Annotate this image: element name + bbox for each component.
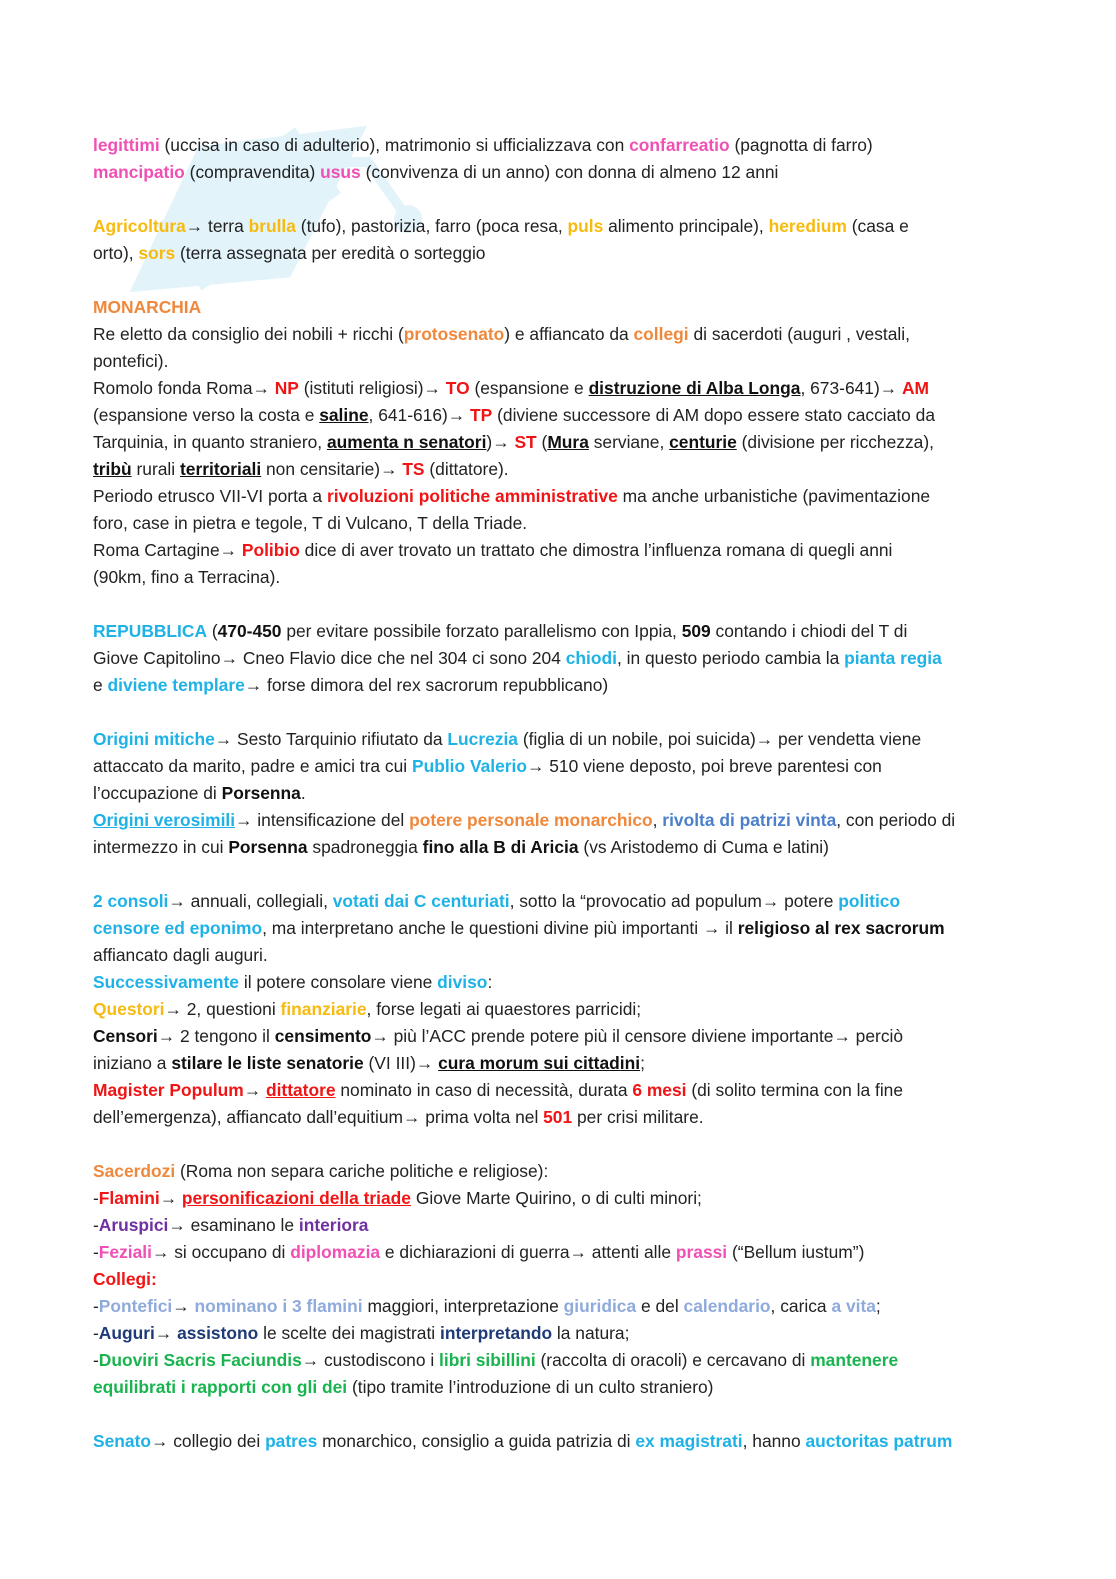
text-run: Giove Capitolino→ Cneo Flavio dice che nel 304 ci sono 204 — [93, 648, 566, 668]
highlighted-term: mancipatio — [93, 162, 185, 182]
text-line — [93, 375, 1023, 402]
text-run: (espansione verso la costa e — [93, 405, 320, 425]
text-run: (uccisa in caso di adulterio), matrimonio si ufficializzava con — [164, 135, 630, 155]
text-run: , ma interpretano anche le questioni divine più importanti → il — [262, 918, 738, 938]
highlighted-term: collegi — [633, 324, 689, 344]
highlighted-term: finanziarie — [280, 999, 367, 1019]
text-run: monarchico, consiglio a guida patrizia di — [322, 1431, 636, 1451]
text-line — [93, 537, 1023, 564]
text-line — [93, 942, 1023, 969]
text-run: orto), — [93, 243, 139, 263]
highlighted-term: sors — [138, 243, 176, 263]
text-run: intermezzo in cui — [93, 837, 229, 857]
text-run: di sacerdoti (auguri , vestali, — [693, 324, 910, 344]
text-run: ( — [211, 621, 218, 641]
text-run: , con periodo di — [836, 810, 956, 830]
highlighted-term: Publio Valerio — [411, 756, 527, 776]
highlighted-term: 2 consoli — [93, 891, 169, 911]
highlighted-term: stilare le liste senatorie — [171, 1053, 364, 1073]
text-line — [93, 807, 1023, 834]
highlighted-term: Lucrezia — [447, 729, 518, 749]
text-line — [93, 294, 1023, 321]
text-run: → 2, questioni — [164, 999, 281, 1019]
highlighted-term: giuridica — [563, 1296, 637, 1316]
highlighted-term: Collegi: — [93, 1269, 157, 1289]
text-line — [93, 429, 1023, 456]
highlighted-term: dittatore — [265, 1080, 336, 1100]
highlighted-term: aumenta n senatori — [326, 432, 487, 452]
text-run: , in questo periodo cambia la — [616, 648, 845, 668]
text-line — [93, 618, 1023, 645]
text-run: dice di aver trovato un trattato che dimostra l’influenza romana di quegli anni — [304, 540, 893, 560]
paragraph-gap — [93, 1131, 1023, 1158]
highlighted-term: assistono — [177, 1323, 259, 1343]
highlighted-term: Pontefici — [98, 1296, 173, 1316]
text-run: → 2 tengono il — [157, 1026, 275, 1046]
text-run: - — [93, 1296, 99, 1316]
paragraph-gap — [93, 267, 1023, 294]
text-line — [93, 1185, 1023, 1212]
text-run: (figlia di un nobile, poi suicida)→ per vendetta viene — [522, 729, 922, 749]
text-run: → più l’ACC prende potere più il censore diviene importante→ perciò — [371, 1026, 904, 1046]
text-run: (istituti religiosi)→ — [303, 378, 446, 398]
text-line — [93, 483, 1023, 510]
highlighted-term: REPUBBLICA — [93, 621, 208, 641]
highlighted-term: Porsenna — [221, 783, 301, 803]
text-run: (pagnotta di farro) — [734, 135, 873, 155]
highlighted-term: MONARCHIA — [93, 297, 202, 317]
text-run: per evitare possibile forzato parallelismo con Ippia, — [286, 621, 682, 641]
text-run: non censitarie)→ — [266, 459, 403, 479]
text-line — [93, 726, 1023, 753]
paragraph-gap — [93, 861, 1023, 888]
highlighted-term: diviso — [437, 972, 488, 992]
text-run: ( — [541, 432, 548, 452]
text-run: (casa e — [851, 216, 909, 236]
text-line — [93, 240, 1023, 267]
highlighted-term: religioso al rex sacrorum — [737, 918, 945, 938]
text-run: → — [154, 1323, 178, 1343]
text-run: attaccato da marito, padre e amici tra cui — [93, 756, 412, 776]
text-run: ma anche urbanistiche (pavimentazione — [622, 486, 931, 506]
text-run: , hanno — [742, 1431, 806, 1451]
text-run: il potere consolare viene — [243, 972, 438, 992]
highlighted-term: rivolta di patrizi vinta — [662, 810, 837, 830]
text-run: (tipo tramite l’introduzione di un culto straniero) — [351, 1377, 714, 1397]
text-line — [93, 780, 1023, 807]
highlighted-term: protosenato — [403, 324, 505, 344]
text-line — [93, 996, 1023, 1023]
text-line — [93, 915, 1023, 942]
highlighted-term: Feziali — [98, 1242, 152, 1262]
text-run: (“Bellum iustum”) — [732, 1242, 865, 1262]
highlighted-term: TS — [402, 459, 425, 479]
highlighted-term: Auguri — [98, 1323, 155, 1343]
highlighted-term: politico — [838, 891, 901, 911]
text-run: nominato in caso di necessità, durata — [340, 1080, 633, 1100]
highlighted-term: cura morum sui cittadini — [438, 1053, 641, 1073]
text-run: - — [93, 1242, 99, 1262]
text-run: (espansione e — [474, 378, 589, 398]
text-run: spadroneggia — [312, 837, 423, 857]
highlighted-term: Sacerdozi — [93, 1161, 176, 1181]
highlighted-term: 6 mesi — [632, 1080, 687, 1100]
paragraph-gap — [93, 591, 1023, 618]
text-line — [93, 1158, 1023, 1185]
highlighted-term: chiodi — [565, 648, 617, 668]
text-run: (terra assegnata per eredità o sorteggio — [180, 243, 486, 263]
highlighted-term: prassi — [675, 1242, 728, 1262]
highlighted-term: interiora — [298, 1215, 369, 1235]
text-line — [93, 1212, 1023, 1239]
highlighted-term: Senato — [93, 1431, 151, 1451]
text-run: Romolo fonda Roma→ — [93, 378, 275, 398]
text-run: → terra — [185, 216, 249, 236]
text-line — [93, 1320, 1023, 1347]
highlighted-term: Polibio — [241, 540, 300, 560]
text-run: contando i chiodi del T di — [715, 621, 908, 641]
highlighted-term: Agricoltura — [93, 216, 186, 236]
highlighted-term: Censori — [93, 1026, 158, 1046]
text-run: → annuali, collegiali, — [168, 891, 333, 911]
highlighted-term: equilibrati i rapporti con gli dei — [93, 1377, 348, 1397]
highlighted-term: pianta regia — [844, 648, 942, 668]
text-run: (di solito termina con la fine — [691, 1080, 904, 1100]
text-run: ; — [875, 1296, 881, 1316]
highlighted-term: censore ed eponimo — [93, 918, 263, 938]
text-line — [93, 510, 1023, 537]
text-run: affiancato dagli auguri. — [93, 945, 268, 965]
highlighted-term: rivoluzioni politiche amministrative — [326, 486, 618, 506]
highlighted-term: Origini verosimili — [93, 810, 236, 830]
text-line — [93, 348, 1023, 375]
text-line — [93, 888, 1023, 915]
highlighted-term: auctoritas patrum — [805, 1431, 953, 1451]
text-run: maggiori, interpretazione — [367, 1296, 564, 1316]
text-line — [93, 564, 1023, 591]
text-run: ; — [640, 1053, 645, 1073]
text-run: alimento principale), — [608, 216, 769, 236]
highlighted-term: votati dai C centuriati — [332, 891, 510, 911]
text-run: Roma Cartagine→ — [93, 540, 242, 560]
text-run: (vs Aristodemo di Cuma e latini) — [583, 837, 829, 857]
paragraph-gap — [93, 1401, 1023, 1428]
text-line — [93, 1428, 1023, 1455]
text-run: : — [487, 972, 493, 992]
text-run: la natura; — [556, 1323, 630, 1343]
text-run: → custodiscono i — [301, 1350, 440, 1370]
text-run: . — [300, 783, 306, 803]
text-run: (raccolta di oracoli) e cercavano di — [540, 1350, 811, 1370]
text-line — [93, 645, 1023, 672]
highlighted-term: centurie — [669, 432, 737, 452]
text-line — [93, 402, 1023, 429]
text-line — [93, 456, 1023, 483]
text-run: (dittatore). — [429, 459, 509, 479]
text-run: iniziano a — [93, 1053, 172, 1073]
text-run: → Sesto Tarquinio rifiutato da — [214, 729, 448, 749]
text-run: (VI III)→ — [368, 1053, 439, 1073]
paragraph-gap — [93, 699, 1023, 726]
text-run: , carica — [770, 1296, 832, 1316]
text-run: → — [159, 1188, 182, 1208]
highlighted-term: ST — [514, 432, 537, 452]
highlighted-term: Flamini — [98, 1188, 160, 1208]
highlighted-term: confarreatio — [629, 135, 730, 155]
highlighted-term: brulla — [248, 216, 296, 236]
highlighted-term: Porsenna — [228, 837, 308, 857]
text-run: ) e affiancato da — [504, 324, 634, 344]
text-run: - — [93, 1323, 99, 1343]
text-run: → collegio dei — [150, 1431, 266, 1451]
text-run: (90km, fino a Terracina). — [93, 567, 281, 587]
text-run: Periodo etrusco VII-VI porta a — [93, 486, 327, 506]
text-run: dell’emergenza), affiancato dall’equitium→ prima volta nel — [93, 1107, 544, 1127]
text-line — [93, 1050, 1023, 1077]
highlighted-term: Magister Populum — [93, 1080, 244, 1100]
text-run: Giove Marte Quirino, o di culti minori; — [415, 1188, 702, 1208]
text-run: → esaminano le — [168, 1215, 299, 1235]
paragraph-gap — [93, 186, 1023, 213]
text-run: (Roma non separa cariche politiche e religiose): — [180, 1161, 549, 1181]
highlighted-term: TP — [470, 405, 493, 425]
text-run: Re eletto da consiglio dei nobili + ricchi ( — [93, 324, 404, 344]
text-run: l’occupazione di — [93, 783, 222, 803]
text-run: e del — [641, 1296, 684, 1316]
highlighted-term: calendario — [683, 1296, 771, 1316]
highlighted-term: libri sibillini — [439, 1350, 536, 1370]
highlighted-term: heredium — [768, 216, 847, 236]
text-line — [93, 321, 1023, 348]
text-run: rurali — [136, 459, 180, 479]
text-run: → 510 viene deposto, poi breve parentesi con — [527, 756, 882, 776]
text-run: (diviene successore di AM dopo essere stato cacciato da — [497, 405, 936, 425]
highlighted-term: Mura — [547, 432, 589, 452]
highlighted-term: diviene templare — [107, 675, 245, 695]
highlighted-term: legittimi — [93, 135, 160, 155]
text-run: , forse legati ai quaestores parricidi; — [366, 999, 642, 1019]
highlighted-term: 470-450 — [217, 621, 282, 641]
highlighted-term: fino alla B di Aricia — [422, 837, 579, 857]
highlighted-term: 509 — [681, 621, 711, 641]
text-run: , sotto la “provocatio ad populum→ potere — [509, 891, 839, 911]
text-run: serviane, — [593, 432, 670, 452]
text-run: , 673-641)→ — [800, 378, 902, 398]
highlighted-term: territoriali — [179, 459, 262, 479]
text-run: → — [172, 1296, 195, 1316]
highlighted-term: 501 — [543, 1107, 573, 1127]
highlighted-term: ex magistrati — [635, 1431, 743, 1451]
text-run: (convivenza di un anno) con donna di almeno 12 anni — [365, 162, 779, 182]
text-line — [93, 969, 1023, 996]
text-run: (divisione per ricchezza), — [741, 432, 934, 452]
text-run: Tarquinia, in quanto straniero, — [93, 432, 327, 452]
highlighted-term: saline — [319, 405, 369, 425]
highlighted-term: censimento — [274, 1026, 372, 1046]
text-run: - — [93, 1350, 99, 1370]
text-line — [93, 213, 1023, 240]
text-run: → intensificazione del — [235, 810, 410, 830]
text-line — [93, 1266, 1023, 1293]
text-line — [93, 1293, 1023, 1320]
text-run: (compravendita) — [189, 162, 321, 182]
text-run: - — [93, 1215, 99, 1235]
text-run: pontefici). — [93, 351, 169, 371]
text-run: e — [93, 675, 108, 695]
text-run: )→ — [486, 432, 515, 452]
highlighted-term: AM — [901, 378, 930, 398]
text-run: → — [243, 1080, 266, 1100]
text-run: , — [652, 810, 663, 830]
text-run: - — [93, 1188, 99, 1208]
highlighted-term: Successivamente — [93, 972, 239, 992]
highlighted-term: Duoviri Sacris Faciundis — [98, 1350, 302, 1370]
text-run: foro, case in pietra e tegole, T di Vulcano, T della Triade. — [93, 513, 528, 533]
text-line — [93, 1239, 1023, 1266]
text-line — [93, 1077, 1023, 1104]
highlighted-term: Origini mitiche — [93, 729, 215, 749]
highlighted-term: patres — [265, 1431, 318, 1451]
text-line — [93, 1374, 1023, 1401]
highlighted-term: puls — [567, 216, 604, 236]
highlighted-term: tribù — [93, 459, 132, 479]
text-line — [93, 672, 1023, 699]
highlighted-term: interpretando — [439, 1323, 553, 1343]
text-line — [93, 132, 1023, 159]
text-run: e dichiarazioni di guerra→ attenti alle — [384, 1242, 676, 1262]
text-line — [93, 1104, 1023, 1131]
highlighted-term: usus — [320, 162, 361, 182]
highlighted-term: mantenere — [810, 1350, 899, 1370]
highlighted-term: TO — [445, 378, 470, 398]
text-run: le scelte dei magistrati — [263, 1323, 440, 1343]
highlighted-term: Questori — [93, 999, 165, 1019]
document-body — [93, 132, 1023, 1455]
text-line — [93, 159, 1023, 186]
highlighted-term: nominano i 3 flamini — [194, 1296, 363, 1316]
highlighted-term: Aruspici — [98, 1215, 169, 1235]
text-line — [93, 1023, 1023, 1050]
highlighted-term: diplomazia — [290, 1242, 381, 1262]
highlighted-term: personificazioni della triade — [181, 1188, 411, 1208]
text-run: (tufo), pastorizia, farro (poca resa, — [300, 216, 568, 236]
text-line — [93, 1347, 1023, 1374]
highlighted-term: a vita — [831, 1296, 876, 1316]
text-line — [93, 753, 1023, 780]
text-run: → forse dimora del rex sacrorum repubblicano) — [244, 675, 609, 695]
highlighted-term: NP — [274, 378, 299, 398]
highlighted-term: potere personale monarchico — [409, 810, 653, 830]
text-run: per crisi militare. — [577, 1107, 704, 1127]
text-run: , 641-616)→ — [368, 405, 471, 425]
highlighted-term: distruzione di Alba Longa — [588, 378, 801, 398]
text-run: → si occupano di — [151, 1242, 291, 1262]
text-line — [93, 834, 1023, 861]
